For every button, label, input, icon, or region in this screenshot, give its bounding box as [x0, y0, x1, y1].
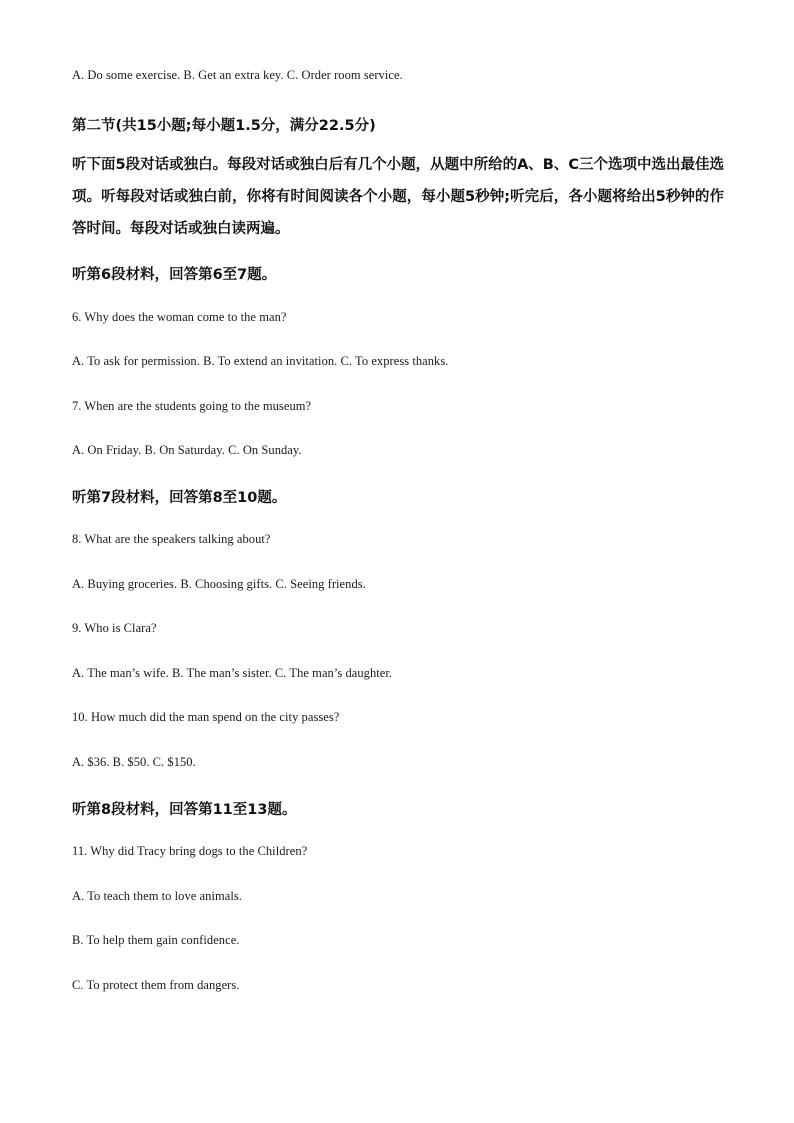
question-8-options: A. Buying groceries. B. Choosing gifts. C. Seeing friends. [72, 577, 366, 591]
question-11-option-c: C. To protect them from dangers. [72, 978, 240, 992]
section-instructions: 听下面5段对话或独白。每段对话或独白后有几个小题，从题中所给的A、B、C三个选项中选出最佳选项。听每段对话或独白前，你将有时间阅读各个小题，每小题5秒钟;听完后，各小题将给出5秒钟的作答时间。每段对话或独白读两遍。 [72, 157, 725, 237]
group-8-heading: 听第8段材料，回答第11至13题。 [72, 802, 297, 818]
group-6-heading: 听第6段材料，回答第6至7题。 [72, 267, 277, 283]
question-9: 9. Who is Clara? [72, 621, 157, 635]
question-8: 8. What are the speakers talking about? [72, 532, 271, 546]
question-10-options: A. $36. B. $50. C. $150. [72, 755, 196, 769]
question-11-option-a: A. To teach them to love animals. [72, 889, 242, 903]
prev-question-options: A. Do some exercise. B. Get an extra key. C. Order room service. [72, 68, 403, 82]
question-6: 6. Why does the woman come to the man? [72, 310, 287, 324]
question-7-options: A. On Friday. B. On Saturday. C. On Sunday. [72, 443, 302, 457]
question-11: 11. Why did Tracy bring dogs to the Children? [72, 844, 308, 858]
question-6-options: A. To ask for permission. B. To extend an invitation. C. To express thanks. [72, 354, 449, 368]
section-title: 第二节(共15小题;每小题1.5分，满分22.5分) [72, 118, 376, 134]
question-7: 7. When are the students going to the museum? [72, 399, 312, 413]
question-10: 10. How much did the man spend on the city passes? [72, 710, 340, 724]
group-7-heading: 听第7段材料，回答第8至10题。 [72, 490, 287, 506]
question-11-option-b: B. To help them gain confidence. [72, 933, 240, 947]
question-9-options: A. The man’s wife. B. The man’s sister. C. The man’s daughter. [72, 666, 393, 680]
